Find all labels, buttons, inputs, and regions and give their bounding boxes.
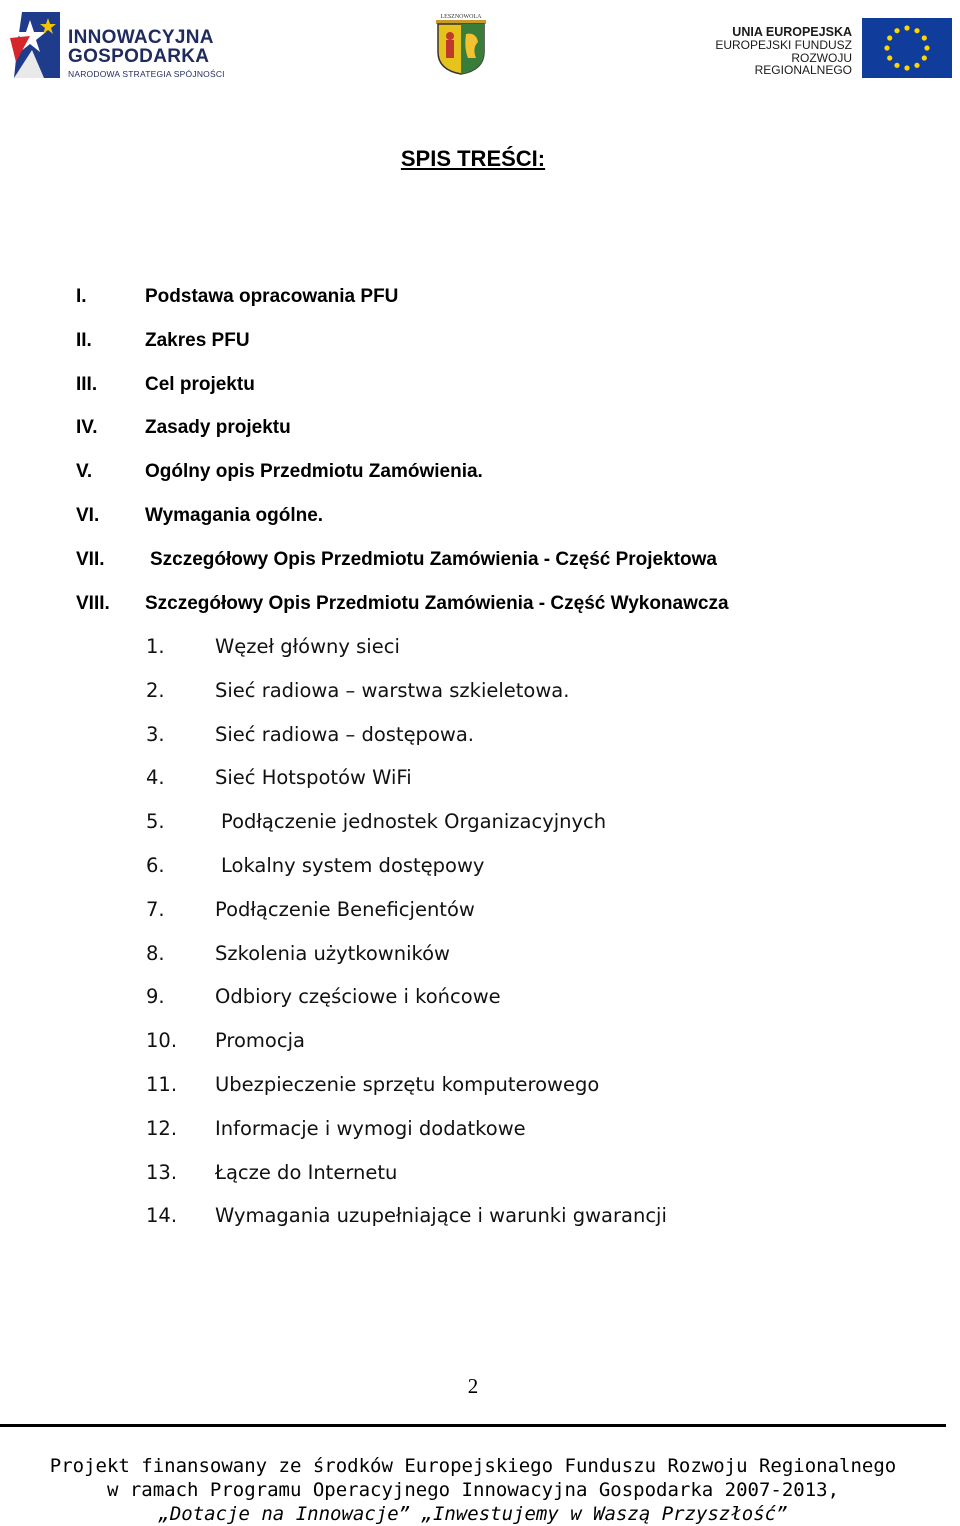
toc-item-number: VII. xyxy=(76,548,105,570)
toc-item-number: VI. xyxy=(76,504,100,526)
toc-item-label: Zasady projektu xyxy=(145,417,291,439)
toc-subitem-label: Lokalny system dostępowy xyxy=(221,853,485,877)
logo-text-line1: INNOWACYJNA xyxy=(68,27,214,48)
toc-subitem-label: Szkolenia użytkowników xyxy=(215,941,450,965)
toc-subitem-number: 7. xyxy=(146,897,165,921)
toc-subitem-number: 3. xyxy=(146,722,165,746)
page-title: SPIS TREŚCI: xyxy=(400,146,546,171)
star-emblem-icon xyxy=(8,10,64,80)
toc-subitem-number: 11. xyxy=(146,1072,178,1096)
toc-subitem-label: Ubezpieczenie sprzętu komputerowego xyxy=(215,1072,600,1096)
toc-subitem-label: Sieć radiowa – dostępowa. xyxy=(215,722,474,746)
page-header xyxy=(0,0,960,90)
toc-item-number: II. xyxy=(76,329,92,351)
toc-subitem-label: Promocja xyxy=(215,1029,305,1053)
coat-of-arms-caption: LESZNOWOLA xyxy=(440,14,482,20)
toc-subitem-label: Informacje i wymogi dodatkowe xyxy=(215,1116,526,1140)
logo-text-line3: NARODOWA STRATEGIA SPÓJNOŚCI xyxy=(68,69,225,79)
toc-subitem-number: 5. xyxy=(146,810,165,834)
toc-item-label: Szczegółowy Opis Przedmiotu Zamówienia - Część Wykonawcza xyxy=(145,592,729,614)
toc-item-number: V. xyxy=(76,461,93,483)
toc-item-number: IV. xyxy=(76,417,98,439)
toc-subitem-number: 1. xyxy=(146,635,165,658)
toc-subitem-label: Podłączenie jednostek Organizacyjnych xyxy=(221,810,607,834)
toc-subitem-number: 4. xyxy=(146,766,165,790)
toc-subitem-number: 10. xyxy=(146,1029,178,1053)
toc-item-number: I. xyxy=(76,286,87,307)
footer-line1: Projekt finansowany ze środków Europejskiego Funduszu Rozwoju Regionalnego xyxy=(49,1455,897,1477)
toc-subitem-label: Podłączenie Beneficjentów xyxy=(215,897,475,921)
coat-of-arms-logo xyxy=(432,14,490,76)
toc-subitem-label: Wymagania uzupełniające i warunki gwarancji xyxy=(215,1204,667,1228)
page-footer xyxy=(0,1454,946,1526)
logo-text-line2: GOSPODARKA xyxy=(68,46,210,67)
toc-subitem-label: Odbiory częściowe i końcowe xyxy=(215,985,501,1009)
eu-text-line1: UNIA EUROPEJSKA xyxy=(732,25,852,39)
page-number: 2 xyxy=(467,1374,479,1398)
toc-item-label: Cel projektu xyxy=(145,373,255,395)
toc-subitem-number: 9. xyxy=(146,985,165,1009)
toc-subitem-number: 12. xyxy=(146,1116,178,1140)
eu-flag-icon xyxy=(862,18,952,78)
toc-subitem-label: Łącze do Internetu xyxy=(215,1160,398,1184)
toc-item-label: Wymagania ogólne. xyxy=(145,504,324,526)
eu-text-line3: ROZWOJU REGIONALNEGO xyxy=(754,50,852,78)
toc-item-label: Zakres PFU xyxy=(145,329,250,351)
toc-subitem-number: 6. xyxy=(146,853,165,877)
footer-line2: w ramach Programu Operacyjnego Innowacyjna Gospodarka 2007-2013, xyxy=(106,1479,840,1501)
footer-line3: „Dotacje na Innowacje” „Inwestujemy w Waszą Przyszłość” xyxy=(158,1503,788,1525)
toc-item-label: Podstawa opracowania PFU xyxy=(145,286,399,307)
toc-item-number: VIII. xyxy=(76,592,110,614)
toc-subitem-label: Sieć Hotspotów WiFi xyxy=(215,766,412,790)
toc-item-number: III. xyxy=(76,373,98,395)
coat-of-arms-icon xyxy=(432,14,490,76)
european-union-logo xyxy=(700,18,956,80)
toc-item-label: Szczegółowy Opis Przedmiotu Zamówienia - Część Projektowa xyxy=(150,548,717,570)
toc-subitem-number: 14. xyxy=(146,1204,178,1228)
toc-subitem-number: 2. xyxy=(146,678,165,702)
footer-divider xyxy=(0,1424,946,1427)
innowacyjna-gospodarka-logo xyxy=(8,10,228,80)
toc-subitem-label: Sieć radiowa – warstwa szkieletowa. xyxy=(215,678,570,702)
toc-subitem-number: 8. xyxy=(146,941,165,965)
toc-item-label: Ogólny opis Przedmiotu Zamówienia. xyxy=(145,461,483,483)
toc-subitem-number: 13. xyxy=(146,1160,178,1184)
eu-text-line2: EUROPEJSKI FUNDUSZ xyxy=(715,38,852,53)
toc-subitem-label: Węzeł główny sieci xyxy=(215,635,400,658)
